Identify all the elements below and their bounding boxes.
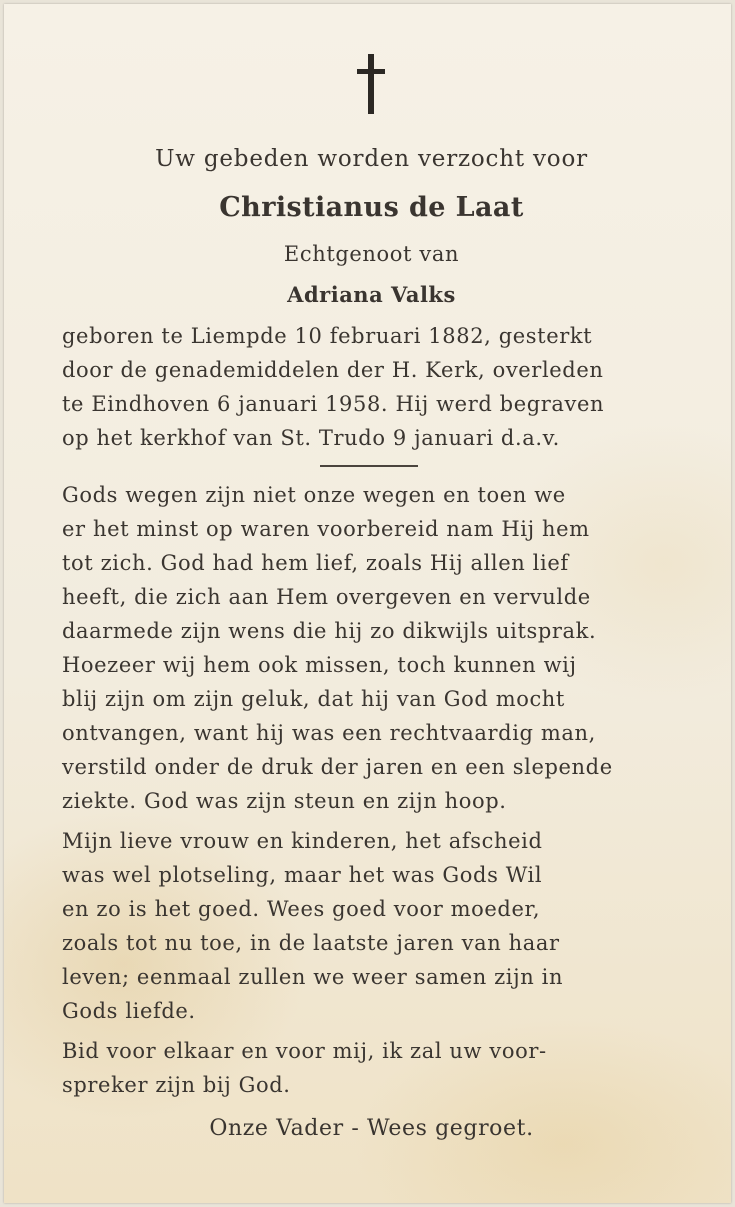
cross-icon (357, 54, 385, 114)
paragraph-line: er het minst op waren voorbereid nam Hij hem (62, 517, 590, 541)
paragraph-line: verstild onder de druk der jaren en een slepende (62, 755, 613, 779)
paragraph-line: tot zich. God had hem lief, zoals Hij allen lief (62, 551, 569, 575)
paragraph-line: was wel plotseling, maar het was Gods Wil (62, 863, 543, 887)
paragraph-line: blij zijn om zijn geluk, dat hij van God mocht (62, 687, 565, 711)
paragraph-line: Hoezeer wij hem ook missen, toch kunnen wij (62, 653, 577, 677)
spouse-name: Adriana Valks (287, 282, 456, 307)
memorial-card (4, 4, 731, 1203)
bio-line: op het kerkhof van St. Trudo 9 januari d.a.v. (62, 426, 560, 450)
paragraph-line: Mijn lieve vrouw en kinderen, het afscheid (62, 829, 543, 853)
paragraph-line: Gods wegen zijn niet onze wegen en toen we (62, 483, 566, 507)
paragraph-line: en zo is het goed. Wees goed voor moeder, (62, 897, 541, 921)
paragraph-line: heeft, die zich aan Hem overgeven en vervulde (62, 585, 591, 609)
bio-line: geboren te Liempde 10 februari 1882, gesterkt (62, 324, 593, 348)
deceased-name: Christianus de Laat (219, 192, 524, 223)
paragraph-line: ontvangen, want hij was een rechtvaardig man, (62, 721, 596, 745)
closing-prayer: Onze Vader - Wees gegroet. (209, 1116, 534, 1141)
paragraph-line: daarmede zijn wens die hij zo dikwijls uitsprak. (62, 619, 597, 643)
paragraph-line: Bid voor elkaar en voor mij, ik zal uw voor- (62, 1039, 547, 1063)
paragraph-line: ziekte. God was zijn steun en zijn hoop. (62, 789, 507, 813)
paragraph-line: leven; eenmaal zullen we weer samen zijn in (62, 965, 564, 989)
intro-text: Uw gebeden worden verzocht voor (155, 146, 588, 172)
spouse-label: Echtgenoot van (283, 242, 460, 266)
divider (320, 465, 418, 467)
paragraph-line: spreker zijn bij God. (62, 1073, 291, 1097)
bio-line: door de genademiddelen der H. Kerk, overleden (62, 358, 604, 382)
paragraph-line: Gods liefde. (62, 999, 196, 1023)
bio-line: te Eindhoven 6 januari 1958. Hij werd begraven (62, 392, 605, 416)
paragraph-line: zoals tot nu toe, in de laatste jaren van haar (62, 931, 560, 955)
